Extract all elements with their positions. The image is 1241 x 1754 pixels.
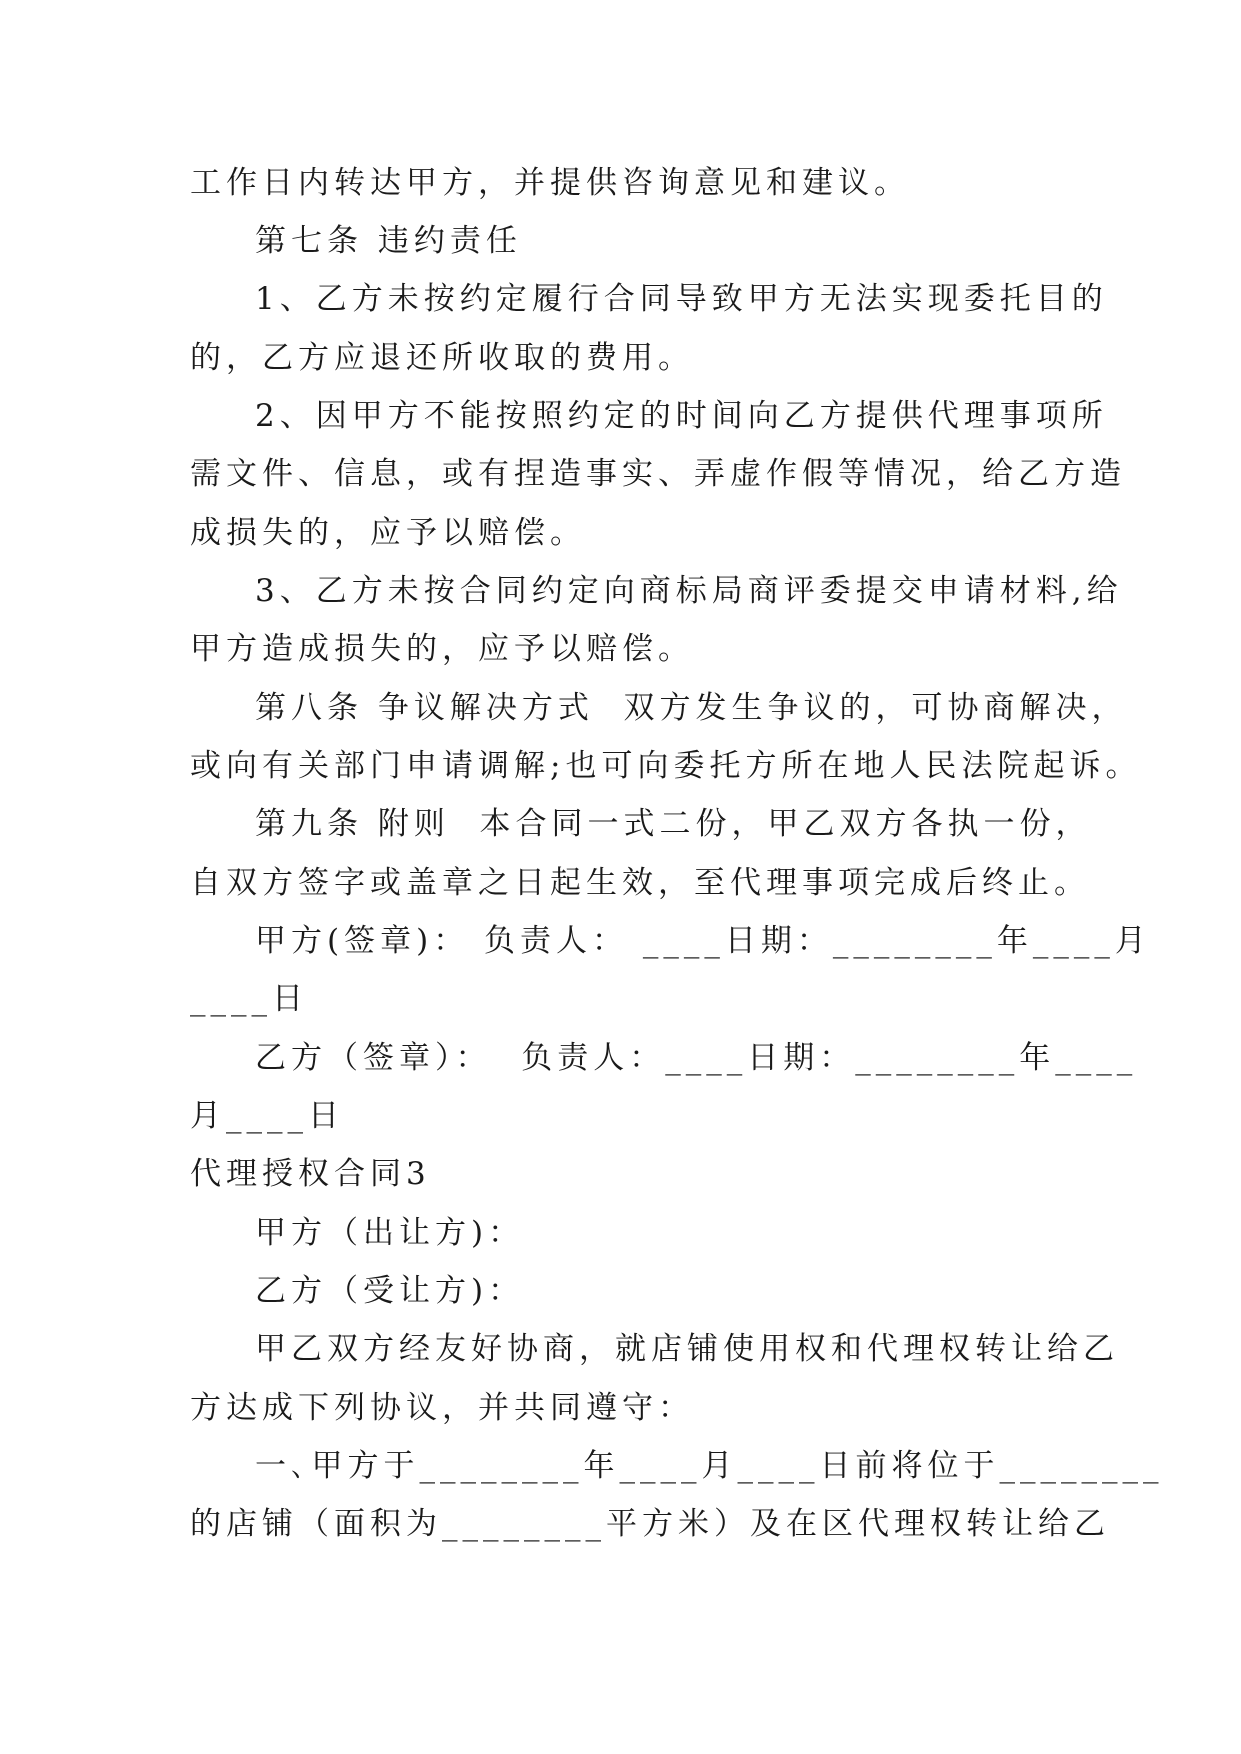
party-b-line: 乙方（受让方)： xyxy=(255,1273,525,1309)
signature-line-party-b: 乙方（签章）： 负责人：____日期：________年____ xyxy=(255,1040,1138,1076)
clause-line: 1、乙方未按约定履行合同导致甲方无法实现委托目的 xyxy=(255,281,1108,317)
clause-line: 2、因甲方不能按照约定的时间向乙方提供代理事项所 xyxy=(255,398,1108,434)
body-text-line: 或向有关部门申请调解;也可向委托方所在地人民法院起诉。 xyxy=(190,748,1142,784)
body-text-line: 自双方签字或盖章之日起生效，至代理事项完成后终止。 xyxy=(190,865,1090,901)
body-text-line: 方达成下列协议，并共同遵守： xyxy=(190,1390,694,1426)
body-text-line: 工作日内转达甲方，并提供咨询意见和建议。 xyxy=(190,165,910,201)
signature-line-party-a-cont: ____日 xyxy=(190,981,308,1017)
signature-line-party-b-cont: 月____日 xyxy=(190,1098,344,1134)
article-heading: 第八条 争议解决方式 双方发生争议的，可协商解决， xyxy=(255,690,1128,726)
signature-line-party-a: 甲方(签章)： 负责人： ____日期：________年____月 xyxy=(255,923,1151,959)
party-a-line: 甲方（出让方)： xyxy=(255,1215,525,1251)
body-text-line: 的店铺（面积为________平方米）及在区代理权转让给乙 xyxy=(190,1506,1110,1542)
body-text-line: 成损失的，应予以赔偿。 xyxy=(190,515,586,551)
clause-line: 甲乙双方经友好协商，就店铺使用权和代理权转让给乙 xyxy=(255,1331,1119,1367)
contract-title: 代理授权合同3 xyxy=(190,1156,431,1192)
body-text-line: 甲方造成损失的，应予以赔偿。 xyxy=(190,631,694,667)
article-heading: 第九条 附则 本合同一式二份，甲乙双方各执一份， xyxy=(255,806,1092,842)
body-text-line: 的，乙方应退还所收取的费用。 xyxy=(190,340,694,376)
body-text-line: 需文件、信息，或有捏造事实、弄虚作假等情况，给乙方造 xyxy=(190,456,1126,492)
article-heading: 第七条 违约责任 xyxy=(255,223,522,259)
clause-line: 一､甲方于________年____月____日前将位于________ xyxy=(255,1448,1164,1484)
clause-line: 3、乙方未按合同约定向商标局商评委提交申请材料,给 xyxy=(255,573,1123,609)
